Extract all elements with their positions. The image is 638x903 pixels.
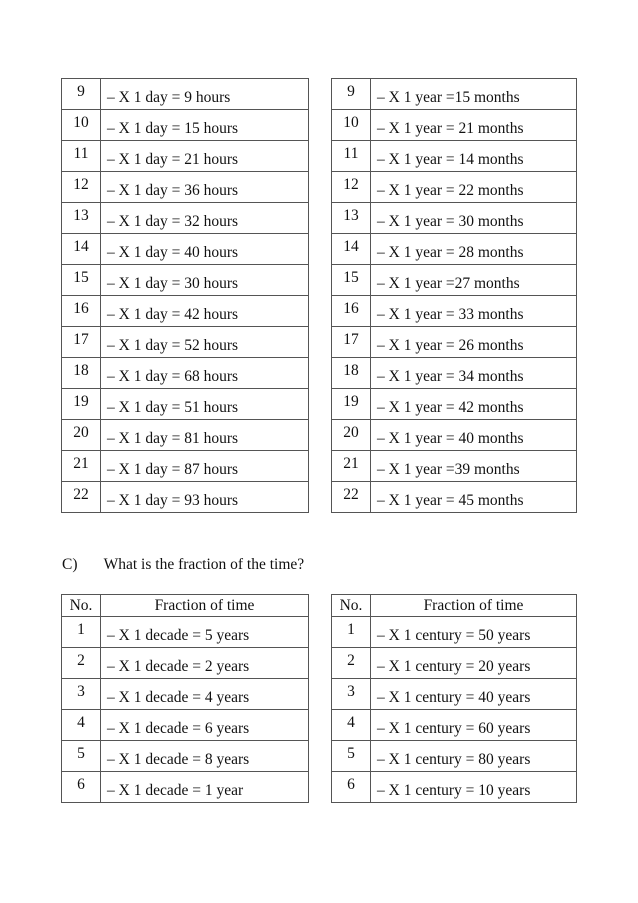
table-row	[62, 741, 309, 772]
row-number: 5	[332, 741, 371, 772]
table-row	[62, 296, 309, 327]
row-expression: – X 1 decade = 2 years	[101, 648, 309, 679]
row-number: 9	[332, 79, 371, 110]
row-expression: – X 1 year = 40 months	[371, 420, 577, 451]
section-question: What is the fraction of the time?	[103, 556, 305, 573]
table-row	[62, 172, 309, 203]
table-row	[332, 648, 577, 679]
row-number: 20	[332, 420, 371, 451]
row-expression: – X 1 century = 50 years	[371, 617, 577, 648]
row-number: 21	[332, 451, 371, 482]
row-number: 16	[62, 296, 101, 327]
table-row	[62, 482, 309, 513]
table-row	[332, 265, 577, 296]
row-number: 12	[332, 172, 371, 203]
row-expression: – X 1 year = 33 months	[371, 296, 577, 327]
section-label: C)	[62, 556, 78, 573]
row-number: 6	[332, 772, 371, 803]
row-expression: – X 1 day = 21 hours	[101, 141, 309, 172]
row-number: 17	[62, 327, 101, 358]
table-row	[62, 79, 309, 110]
table-row	[332, 482, 577, 513]
header-no: No.	[332, 595, 371, 617]
row-number: 9	[62, 79, 101, 110]
table-row	[62, 772, 309, 803]
table-row	[62, 141, 309, 172]
row-number: 14	[332, 234, 371, 265]
table-row	[332, 296, 577, 327]
table-row	[62, 327, 309, 358]
row-number: 2	[332, 648, 371, 679]
years-table	[331, 78, 577, 513]
row-number: 3	[332, 679, 371, 710]
table-row	[332, 420, 577, 451]
table-row	[332, 741, 577, 772]
row-expression: – X 1 year = 14 months	[371, 141, 577, 172]
table-row	[62, 451, 309, 482]
row-expression: – X 1 day = 36 hours	[101, 172, 309, 203]
row-expression: – X 1 day = 42 hours	[101, 296, 309, 327]
row-expression: – X 1 year =39 months	[371, 451, 577, 482]
header-fraction: Fraction of time	[101, 595, 309, 617]
table-row	[62, 358, 309, 389]
header-row	[62, 595, 309, 617]
row-expression: – X 1 decade = 4 years	[101, 679, 309, 710]
row-expression: – X 1 day = 52 hours	[101, 327, 309, 358]
row-number: 4	[332, 710, 371, 741]
table-row	[332, 617, 577, 648]
row-number: 16	[332, 296, 371, 327]
row-expression: – X 1 year = 22 months	[371, 172, 577, 203]
century-table	[331, 594, 577, 803]
table-row	[332, 389, 577, 420]
table-row	[332, 203, 577, 234]
row-expression: – X 1 day = 32 hours	[101, 203, 309, 234]
row-expression: – X 1 year =15 months	[371, 79, 577, 110]
table-row	[332, 772, 577, 803]
row-number: 22	[332, 482, 371, 513]
row-number: 20	[62, 420, 101, 451]
table-row	[62, 420, 309, 451]
table-row	[332, 710, 577, 741]
row-expression: – X 1 century = 40 years	[371, 679, 577, 710]
row-expression: – X 1 year = 45 months	[371, 482, 577, 513]
row-expression: – X 1 day = 81 hours	[101, 420, 309, 451]
row-expression: – X 1 year =27 months	[371, 265, 577, 296]
table-row	[332, 234, 577, 265]
row-number: 21	[62, 451, 101, 482]
row-expression: – X 1 year = 28 months	[371, 234, 577, 265]
table-row	[62, 648, 309, 679]
row-number: 14	[62, 234, 101, 265]
row-number: 10	[332, 110, 371, 141]
row-number: 18	[62, 358, 101, 389]
row-number: 17	[332, 327, 371, 358]
table-row	[62, 710, 309, 741]
row-expression: – X 1 century = 80 years	[371, 741, 577, 772]
row-expression: – X 1 decade = 5 years	[101, 617, 309, 648]
row-number: 13	[62, 203, 101, 234]
row-number: 15	[332, 265, 371, 296]
table-row	[332, 172, 577, 203]
table-row	[62, 203, 309, 234]
row-expression: – X 1 day = 30 hours	[101, 265, 309, 296]
header-no: No.	[62, 595, 101, 617]
row-number: 2	[62, 648, 101, 679]
row-expression: – X 1 year = 42 months	[371, 389, 577, 420]
table-row	[332, 679, 577, 710]
row-expression: – X 1 day = 87 hours	[101, 451, 309, 482]
row-expression: – X 1 century = 20 years	[371, 648, 577, 679]
row-expression: – X 1 year = 30 months	[371, 203, 577, 234]
table-row	[62, 234, 309, 265]
row-expression: – X 1 day = 93 hours	[101, 482, 309, 513]
row-number: 11	[332, 141, 371, 172]
table-row	[332, 141, 577, 172]
row-number: 12	[62, 172, 101, 203]
row-number: 13	[332, 203, 371, 234]
row-number: 1	[332, 617, 371, 648]
row-number: 15	[62, 265, 101, 296]
row-number: 10	[62, 110, 101, 141]
row-number: 22	[62, 482, 101, 513]
row-expression: – X 1 decade = 8 years	[101, 741, 309, 772]
table-row	[62, 679, 309, 710]
row-number: 5	[62, 741, 101, 772]
table-row	[332, 358, 577, 389]
row-expression: – X 1 decade = 1 year	[101, 772, 309, 803]
section-c-heading	[62, 556, 304, 574]
table-row	[332, 110, 577, 141]
row-expression: – X 1 day = 9 hours	[101, 79, 309, 110]
row-expression: – X 1 day = 68 hours	[101, 358, 309, 389]
row-expression: – X 1 year = 34 months	[371, 358, 577, 389]
row-expression: – X 1 decade = 6 years	[101, 710, 309, 741]
row-expression: – X 1 year = 21 months	[371, 110, 577, 141]
row-expression: – X 1 day = 51 hours	[101, 389, 309, 420]
row-expression: – X 1 day = 15 hours	[101, 110, 309, 141]
row-expression: – X 1 day = 40 hours	[101, 234, 309, 265]
row-number: 19	[332, 389, 371, 420]
row-number: 6	[62, 772, 101, 803]
header-fraction: Fraction of time	[371, 595, 577, 617]
table-row	[62, 389, 309, 420]
header-row	[332, 595, 577, 617]
table-row	[332, 327, 577, 358]
row-number: 19	[62, 389, 101, 420]
table-row	[62, 265, 309, 296]
row-expression: – X 1 century = 10 years	[371, 772, 577, 803]
table-row	[332, 451, 577, 482]
table-row	[62, 110, 309, 141]
row-number: 11	[62, 141, 101, 172]
row-number: 1	[62, 617, 101, 648]
days-table	[61, 78, 309, 513]
row-number: 4	[62, 710, 101, 741]
table-row	[62, 617, 309, 648]
row-number: 18	[332, 358, 371, 389]
row-number: 3	[62, 679, 101, 710]
row-expression: – X 1 year = 26 months	[371, 327, 577, 358]
decade-table	[61, 594, 309, 803]
row-expression: – X 1 century = 60 years	[371, 710, 577, 741]
table-row	[332, 79, 577, 110]
